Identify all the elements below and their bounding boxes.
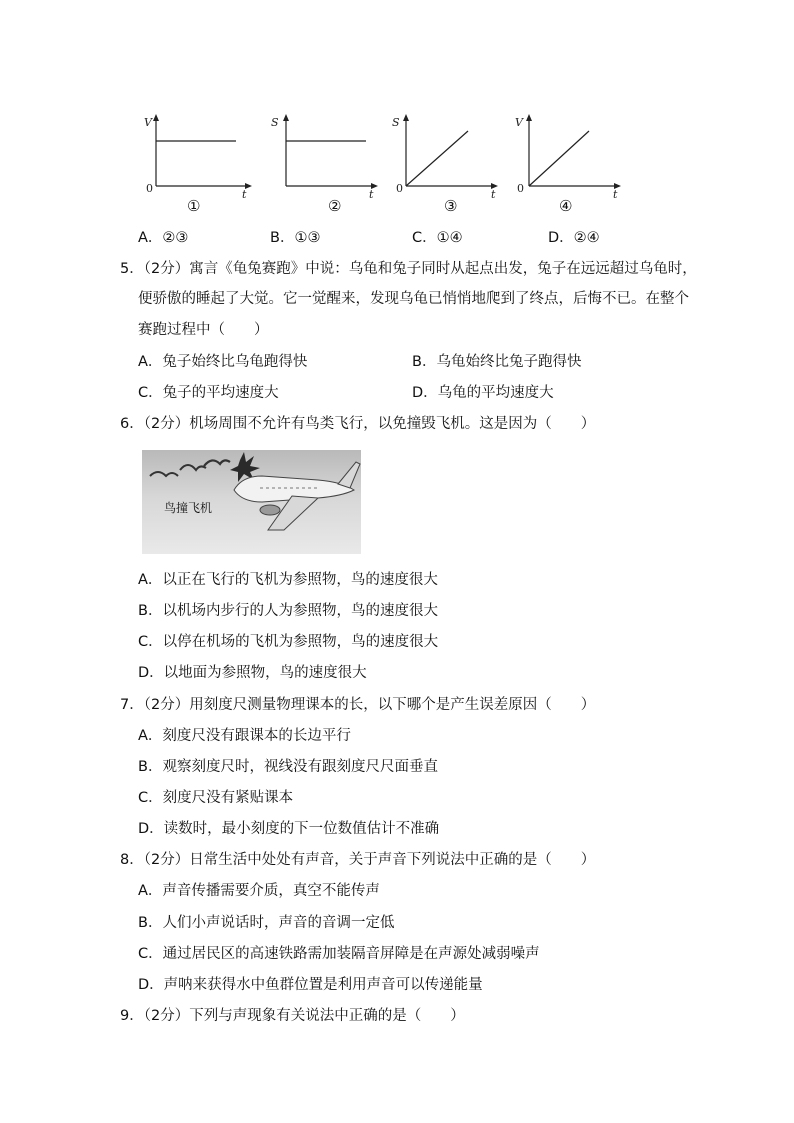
graph-3-y-arrow — [403, 114, 409, 121]
graph-4-y-arrow — [526, 114, 532, 121]
graph-1 — [140, 112, 260, 201]
q7-option-d[interactable]: D．读数时，最小刻度的下一位数值估计不准确 — [138, 821, 440, 837]
graph-4-origin: 0 — [517, 182, 524, 195]
graph-4-y-label: V — [515, 116, 523, 129]
q7-option-c[interactable]: C．刻度尺没有紧贴课本 — [138, 790, 294, 806]
q6-option-b[interactable]: B．以机场内步行的人为参照物，鸟的速度很大 — [138, 603, 438, 619]
q5-stem-line2: 便骄傲的睡起了大觉。它一觉醒来，发现乌龟已悄悄地爬到了终点，后悔不已。在整个 — [138, 291, 689, 307]
airplane-tail — [338, 462, 360, 488]
q8-option-d[interactable]: D．声呐来获得水中鱼群位置是利用声音可以传递能量 — [138, 977, 483, 993]
q6-option-c[interactable]: C．以停在机场的飞机为参照物，鸟的速度很大 — [138, 634, 439, 650]
bird-icon — [180, 465, 206, 470]
graph-3-curve — [406, 131, 468, 186]
graph-3-y-label: S — [392, 116, 400, 129]
graph-4-number: ④ — [559, 197, 573, 215]
q8-stem: 8．（2分）日常生活中处处有声音，关于声音下列说法中正确的是（ ） — [120, 852, 596, 868]
graph-2-y-label: S — [271, 116, 279, 129]
q5-option-c[interactable]: C．兔子的平均速度大 — [138, 385, 279, 401]
q4-option-b[interactable]: B．①③ — [270, 230, 321, 246]
graph-2-number: ② — [328, 197, 342, 215]
bird-icon — [204, 460, 230, 466]
graph-2 — [270, 112, 390, 201]
q5-stem-line3: 赛跑过程中（ ） — [138, 322, 269, 338]
graph-1-y-label: V — [144, 116, 152, 129]
q5-option-b[interactable]: B．乌龟始终比兔子跑得快 — [412, 354, 582, 370]
q5-option-d[interactable]: D．乌龟的平均速度大 — [412, 385, 554, 401]
q4-option-c[interactable]: C．①④ — [412, 230, 463, 246]
bird-icon — [150, 472, 178, 476]
graph-3-origin: 0 — [396, 182, 403, 195]
bird-strike-photo — [142, 450, 361, 554]
q7-option-a[interactable]: A．刻度尺没有跟课本的长边平行 — [138, 728, 351, 744]
q8-option-a[interactable]: A．声音传播需要介质，真空不能传声 — [138, 883, 380, 899]
q9-stem: 9．（2分）下列与声现象有关说法中正确的是（ ） — [120, 1008, 465, 1024]
graph-4 — [513, 112, 633, 201]
graph-4-curve — [529, 131, 589, 186]
graph-1-y-arrow — [153, 114, 159, 121]
graph-1-origin: 0 — [146, 182, 153, 195]
q5-option-a[interactable]: A．兔子始终比乌龟跑得快 — [138, 354, 308, 370]
q8-option-c[interactable]: C．通过居民区的高速铁路需加装隔音屏障是在声源处减弱噪声 — [138, 946, 540, 962]
graph-3 — [390, 112, 510, 201]
graph-4-x-label: t — [613, 188, 618, 201]
graph-1-number: ① — [187, 197, 201, 215]
q7-option-b[interactable]: B．观察刻度尺时，视线没有跟刻度尺尺面垂直 — [138, 759, 438, 775]
graph-2-x-label: t — [369, 188, 374, 201]
q5-stem-line1: 5．（2分）寓言《龟兔赛跑》中说：乌龟和兔子同时从起点出发，兔子在远远超过乌龟时， — [120, 261, 697, 277]
q4-option-d[interactable]: D．②④ — [548, 230, 600, 246]
airplane-engine — [260, 505, 280, 515]
graph-2-y-arrow — [283, 114, 289, 121]
graph-3-number: ③ — [444, 197, 458, 215]
graph-1-x-label: t — [242, 188, 247, 201]
q8-option-b[interactable]: B．人们小声说话时，声音的音调一定低 — [138, 915, 395, 931]
q4-option-a[interactable]: A．②③ — [138, 230, 189, 246]
q6-option-a[interactable]: A．以正在飞行的飞机为参照物，鸟的速度很大 — [138, 572, 438, 588]
photo-caption: 鸟撞飞机 — [164, 501, 213, 515]
graph-3-x-label: t — [491, 188, 496, 201]
q7-stem: 7．（2分）用刻度尺测量物理课本的长，以下哪个是产生误差原因（ ） — [120, 697, 596, 713]
q6-option-d[interactable]: D．以地面为参照物，鸟的速度很大 — [138, 665, 367, 681]
q6-stem: 6．（2分）机场周围不允许有鸟类飞行，以免撞毁飞机。这是因为（ ） — [120, 416, 596, 432]
